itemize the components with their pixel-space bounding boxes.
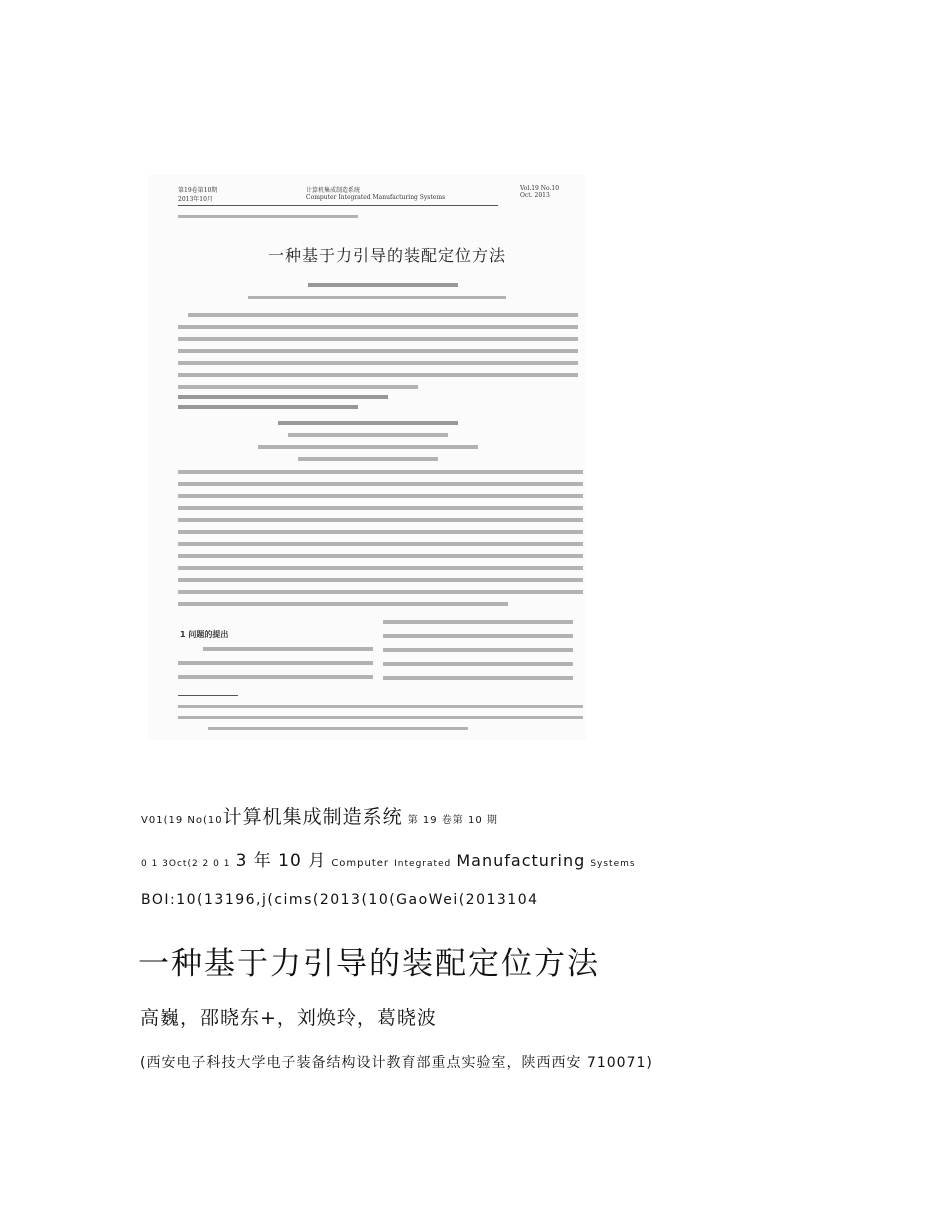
scan-abstract-line xyxy=(178,337,578,341)
scan-en-title-line xyxy=(278,421,458,425)
date-cn: 3 年 10 月 xyxy=(235,851,327,871)
scan-header-center: 计算机集成制造系统 Computer Integrated Manufacturing Systems xyxy=(306,187,446,201)
scan-body-line xyxy=(383,676,573,680)
scan-body-line xyxy=(178,661,373,665)
scan-body-line xyxy=(383,648,573,652)
journal-name-en-3: Manufacturing xyxy=(456,851,586,870)
scan-en-affil-line xyxy=(258,445,478,449)
journal-date-line xyxy=(141,846,636,871)
scan-body-line xyxy=(178,675,373,679)
scan-section-heading: 1 问题的提出 xyxy=(180,630,229,639)
scan-en-abstract-line xyxy=(178,530,583,534)
scan-abstract-line xyxy=(178,385,418,389)
scan-header-rule xyxy=(178,205,498,206)
date-prefix: 0 1 3Oct(2 2 0 1 xyxy=(141,859,231,869)
article-authors: 高巍，邵晓东+，刘焕玲，葛晓波 xyxy=(140,1007,437,1029)
scan-affil-line xyxy=(248,296,506,299)
scan-en-abstract-line xyxy=(178,578,583,582)
scan-en-abstract-line xyxy=(178,542,583,546)
volume-en: V01(19 No(10 xyxy=(141,815,223,826)
scan-header-left: 第19卷第10期 2013年10月 xyxy=(178,187,218,203)
journal-name-en-2: Integrated xyxy=(394,859,452,869)
scanned-journal-page xyxy=(148,175,586,740)
volume-cn: 第 19 卷第 10 期 xyxy=(407,815,498,826)
scan-footnote-line xyxy=(208,727,468,730)
scan-abstract-line xyxy=(178,349,578,353)
scan-en-abstract-line xyxy=(178,518,583,522)
article-title: 一种基于力引导的装配定位方法 xyxy=(138,946,600,982)
scan-en-abstract-line xyxy=(178,590,583,594)
article-affiliation: (西安电子科技大学电子装备结构设计教育部重点实验室，陕西西安 710071) xyxy=(140,1055,653,1071)
doi-line: BOI:10(13196,j(cims(2013(10(GaoWei(2013104 xyxy=(141,892,539,908)
scan-abstract-line xyxy=(178,373,578,377)
scan-en-abstract-line xyxy=(178,482,583,486)
journal-name-cn: 计算机集成制造系统 xyxy=(222,806,403,828)
scan-footnote-rule xyxy=(178,695,238,696)
scan-body-line xyxy=(383,634,573,638)
scan-doi-line xyxy=(178,215,358,218)
scan-en-author-line xyxy=(288,433,448,437)
journal-name-en-1: Computer xyxy=(331,858,390,869)
scan-class-line xyxy=(178,405,358,409)
scan-keywords-line xyxy=(178,395,388,399)
journal-volume-line xyxy=(141,802,498,829)
scan-en-abstract-line xyxy=(178,602,508,606)
scan-en-abstract-line xyxy=(178,494,583,498)
scan-en-abstract-line xyxy=(178,470,583,474)
scan-footnote-line xyxy=(178,705,583,708)
scan-body-line xyxy=(383,620,573,624)
scan-en-abstract-line xyxy=(178,554,583,558)
scan-abstract-line xyxy=(178,325,578,329)
journal-name-en-4: Systems xyxy=(590,859,636,869)
scan-body-line xyxy=(203,647,373,651)
scan-body-line xyxy=(383,662,573,666)
scan-en-affil-line xyxy=(298,457,438,461)
scan-authors-line xyxy=(308,283,458,287)
scan-footnote-line xyxy=(178,716,583,719)
scan-en-abstract-line xyxy=(178,566,583,570)
scan-abstract-line xyxy=(178,361,578,365)
scan-header-right: Vol.19 No.10 Oct. 2013 xyxy=(520,185,560,199)
scan-en-abstract-line xyxy=(178,506,583,510)
scan-abstract-line xyxy=(188,313,578,317)
scan-title: 一种基于力引导的装配定位方法 xyxy=(268,246,507,265)
